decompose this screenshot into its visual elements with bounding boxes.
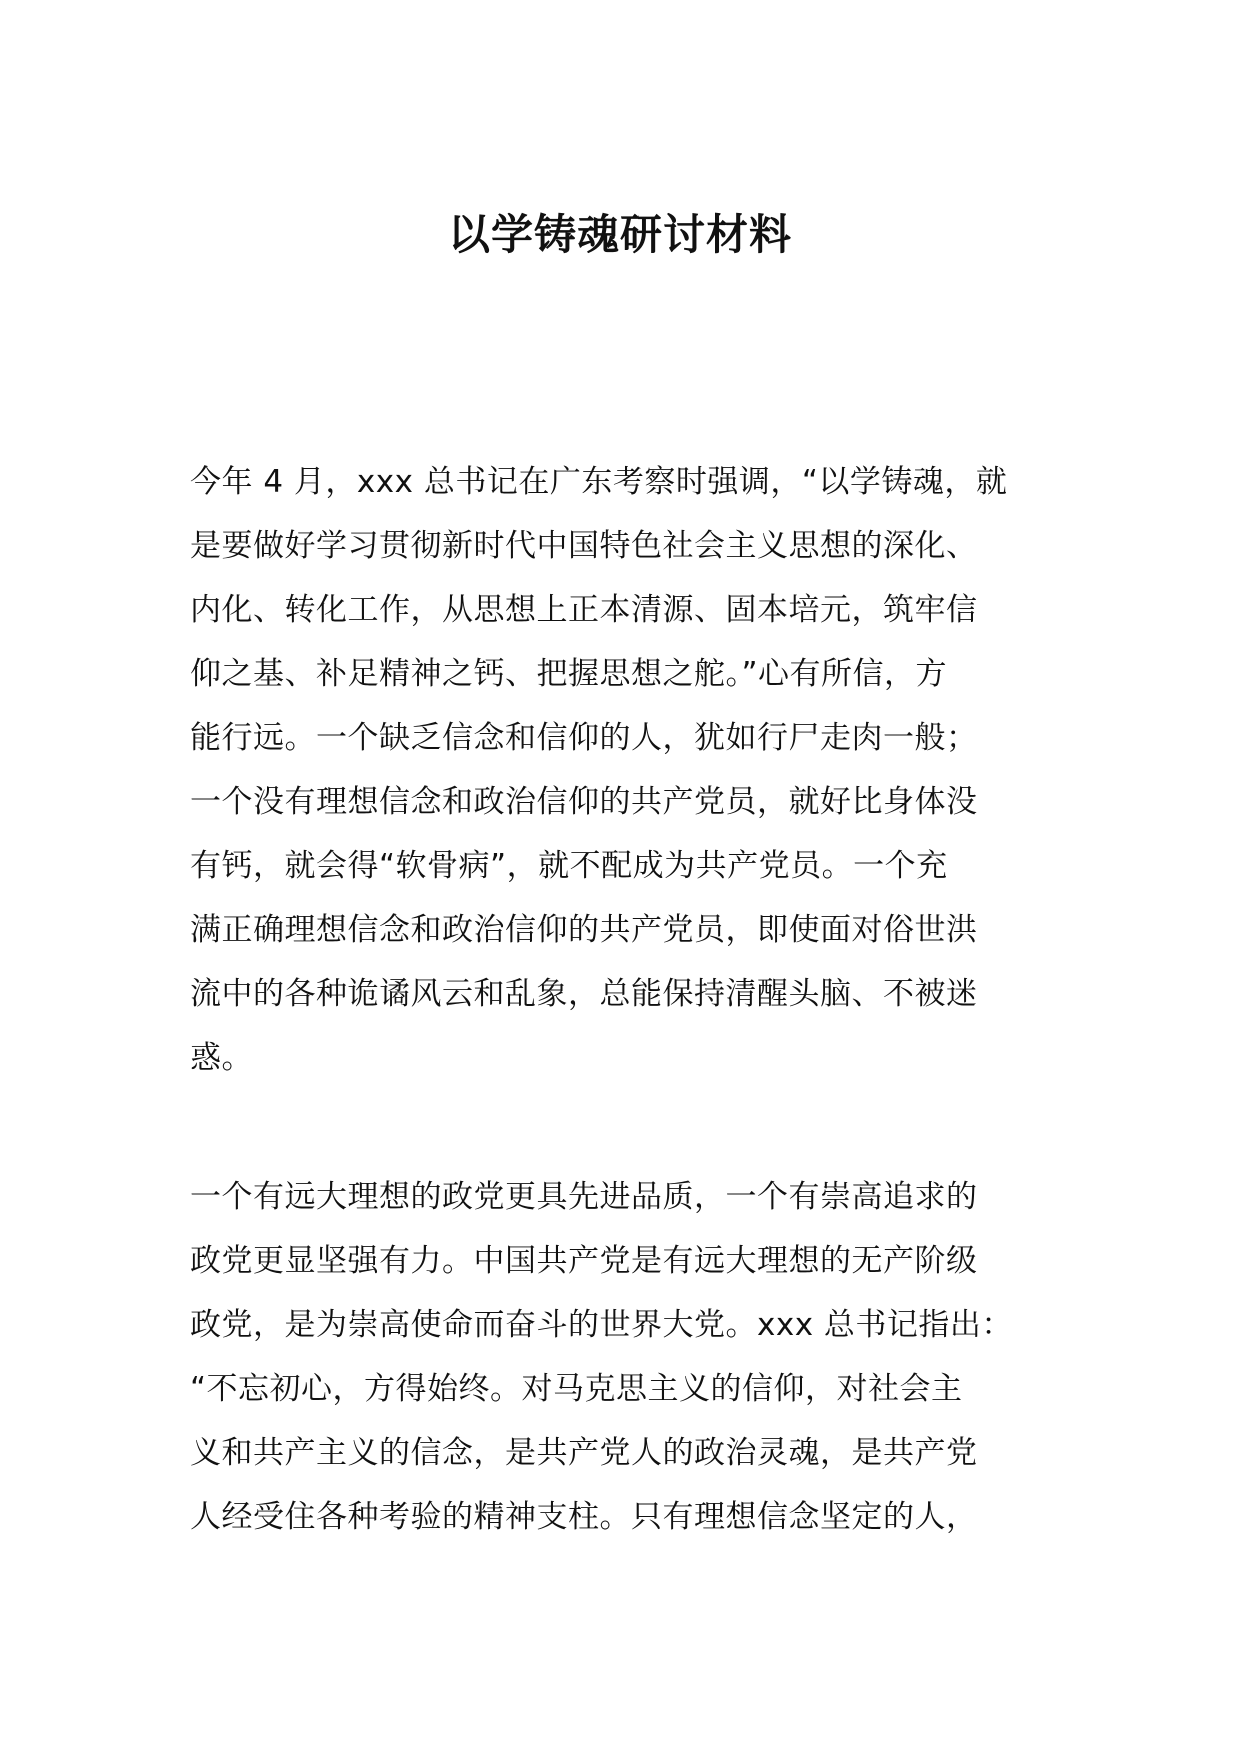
paragraph-line: 惑。 xyxy=(190,1040,253,1076)
paragraph-line: 一个没有理想信念和政治信仰的共产党员，就好比身体没 xyxy=(190,784,978,820)
paragraph-line: 义和共产主义的信念，是共产党人的政治灵魂，是共产党 xyxy=(190,1435,978,1471)
paragraph-2 xyxy=(190,1165,1055,1549)
paragraph-line: 人经受住各种考验的精神支柱。只有理想信念坚定的人， xyxy=(190,1499,978,1535)
paragraph-line: 一个有远大理想的政党更具先进品质，一个有崇高追求的 xyxy=(190,1179,978,1215)
paragraph-line: “不忘初心，方得始终。对马克思主义的信仰，对社会主 xyxy=(190,1371,963,1407)
paragraph-line: 政党更显坚强有力。中国共产党是有远大理想的无产阶级 xyxy=(190,1243,978,1279)
paragraph-line: 政党，是为崇高使命而奋斗的世界大党。xxx 总书记指出： xyxy=(190,1307,1013,1343)
paragraph-line: 满正确理想信念和政治信仰的共产党员，即使面对俗世洪 xyxy=(190,912,978,948)
document-title: 以学铸魂研讨材料 xyxy=(447,210,792,259)
paragraph-line: 仰之基、补足精神之钙、把握思想之舵。”心有所信，方 xyxy=(190,656,948,692)
paragraph-line: 是要做好学习贯彻新时代中国特色社会主义思想的深化、 xyxy=(190,528,978,564)
paragraph-line: 今年 4 月，xxx 总书记在广东考察时强调，“以学铸魂，就 xyxy=(190,464,1008,500)
paragraph-line: 有钙，就会得“软骨病”，就不配成为共产党员。一个充 xyxy=(190,848,948,884)
paragraph-line: 流中的各种诡谲风云和乱象，总能保持清醒头脑、不被迷 xyxy=(190,976,978,1012)
paragraph-1 xyxy=(190,450,1055,1090)
paragraph-line: 内化、转化工作，从思想上正本清源、固本培元，筑牢信 xyxy=(190,592,978,628)
paragraph-line: 能行远。一个缺乏信念和信仰的人，犹如行尸走肉一般； xyxy=(190,720,978,756)
